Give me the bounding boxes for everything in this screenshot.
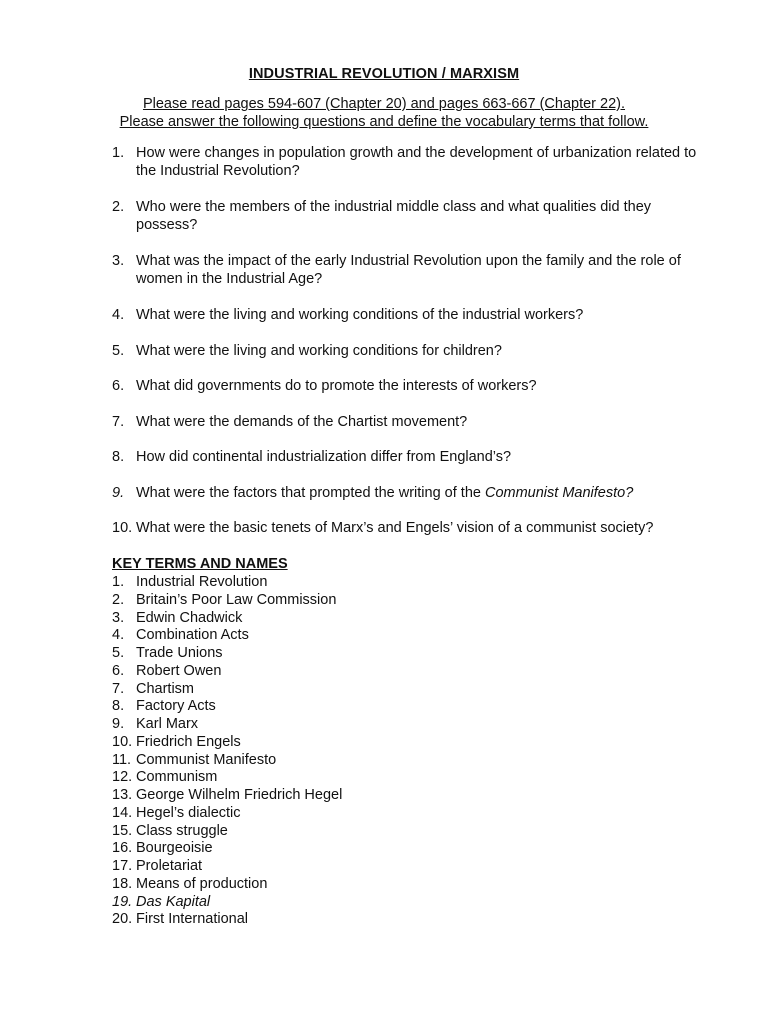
question-number: 7. — [112, 413, 125, 430]
key-term-text: Combination Acts — [136, 627, 249, 644]
question-number: 8. — [112, 449, 125, 465]
key-term-item — [112, 752, 512, 770]
key-term-number: 7. — [112, 680, 125, 697]
key-term-item — [112, 734, 512, 752]
key-term-item — [112, 698, 512, 716]
instruction-line-2: Please answer the following questions and define the vocabulary terms that follow. — [119, 114, 649, 130]
key-term-number: 2. — [112, 591, 125, 608]
key-term-text: Proletariat — [136, 858, 203, 874]
key-term-number: 10. — [112, 733, 133, 750]
key-term-item — [112, 805, 512, 823]
question-number: 4. — [112, 307, 125, 323]
key-term-text: First International — [136, 911, 249, 928]
key-term-number: 15. — [112, 822, 133, 839]
key-term-item — [112, 574, 512, 592]
key-term-text: Factory Acts — [136, 698, 216, 715]
question-item — [112, 252, 702, 306]
key-term-text: Chartism — [136, 680, 195, 697]
question-number: 1. — [112, 145, 125, 161]
key-term-number: 1. — [112, 574, 125, 590]
key-term-text: Bourgeoisie — [136, 840, 213, 857]
key-term-text: Karl Marx — [136, 716, 199, 732]
key-term-number: 17. — [112, 858, 133, 874]
question-list — [112, 144, 702, 555]
key-term-number: 9. — [112, 716, 125, 732]
question-text: What were the factors that prompted the writing of the — [136, 484, 485, 501]
key-term-text: Das Kapital — [136, 893, 211, 910]
instruction-line-1: Please read pages 594-607 (Chapter 20) and pages 663-667 (Chapter 22). — [142, 96, 626, 112]
key-term-number: 3. — [112, 609, 125, 626]
key-term-item — [112, 876, 512, 894]
key-term-item — [112, 840, 512, 858]
question-number: 5. — [112, 342, 125, 359]
question-item — [112, 377, 702, 413]
key-term-number: 12. — [112, 769, 133, 786]
key-term-text: Means of production — [136, 875, 268, 892]
key-term-text: Britain’s Poor Law Commission — [136, 591, 337, 608]
key-term-item — [112, 681, 512, 699]
key-term-number: 16. — [112, 840, 133, 857]
key-term-text: Class struggle — [136, 822, 228, 839]
key-term-text: Trade Unions — [136, 645, 223, 661]
key-term-number: 4. — [112, 627, 125, 644]
question-text: How were changes in population growth and the development of urbanization related to the Industrial Revolution? — [136, 145, 697, 179]
question-text: What were the living and working conditions for children? — [136, 342, 502, 359]
key-term-item — [112, 645, 512, 663]
key-term-number: 20. — [112, 911, 133, 928]
key-term-number: 13. — [112, 787, 133, 803]
key-term-item — [112, 663, 512, 681]
key-term-item — [112, 769, 512, 787]
key-term-item — [112, 592, 512, 610]
question-item — [112, 519, 702, 555]
question-emphasis: Communist Manifesto? — [484, 484, 634, 501]
key-term-text: Industrial Revolution — [136, 574, 268, 590]
key-term-number: 5. — [112, 645, 125, 661]
key-term-item — [112, 627, 512, 645]
key-term-item — [112, 894, 512, 912]
key-term-number: 18. — [112, 875, 133, 892]
key-term-text: George Wilhelm Friedrich Hegel — [136, 787, 343, 803]
key-term-number: 19. — [112, 893, 133, 910]
question-number: 9. — [112, 484, 125, 501]
key-term-text: Hegel’s dialectic — [136, 804, 241, 821]
question-number: 10. — [112, 520, 133, 536]
key-terms-list — [112, 574, 512, 929]
key-term-item — [112, 911, 512, 929]
question-text: What were the demands of the Chartist movement? — [136, 413, 468, 430]
key-term-number: 14. — [112, 804, 133, 821]
question-text: How did continental industrialization differ from England’s? — [136, 449, 512, 465]
question-item — [112, 198, 702, 252]
question-number: 6. — [112, 378, 125, 394]
question-text: What were the basic tenets of Marx’s and Engels’ vision of a communist society? — [136, 520, 654, 536]
key-term-item — [112, 858, 512, 876]
question-item — [112, 484, 702, 520]
key-term-item — [112, 610, 512, 628]
question-number: 2. — [112, 199, 125, 215]
key-term-item — [112, 823, 512, 841]
key-term-number: 11. — [112, 751, 132, 768]
question-text: What was the impact of the early Industrial Revolution upon the family and the role of women in the Industrial Age? — [136, 253, 681, 287]
question-text: What were the living and working conditions of the industrial workers? — [136, 307, 584, 323]
question-item — [112, 342, 702, 378]
document-title: INDUSTRIAL REVOLUTION / MARXISM — [248, 66, 520, 82]
key-term-item — [112, 787, 512, 805]
key-term-text: Friedrich Engels — [136, 733, 241, 750]
key-term-item — [112, 716, 512, 734]
question-number: 3. — [112, 253, 125, 269]
key-term-text: Robert Owen — [136, 662, 222, 679]
key-term-text: Edwin Chadwick — [136, 609, 243, 626]
question-text: What did governments do to promote the interests of workers? — [136, 378, 537, 394]
question-item — [112, 306, 702, 342]
key-term-number: 6. — [112, 662, 125, 679]
question-text: Who were the members of the industrial middle class and what qualities did they possess? — [136, 199, 652, 233]
key-term-text: Communist Manifesto — [136, 751, 277, 768]
key-term-text: Communism — [136, 769, 218, 786]
question-item — [112, 413, 702, 449]
key-terms-heading: KEY TERMS AND NAMES — [112, 556, 288, 572]
key-term-number: 8. — [112, 698, 125, 715]
question-item — [112, 144, 702, 198]
question-item — [112, 448, 702, 484]
